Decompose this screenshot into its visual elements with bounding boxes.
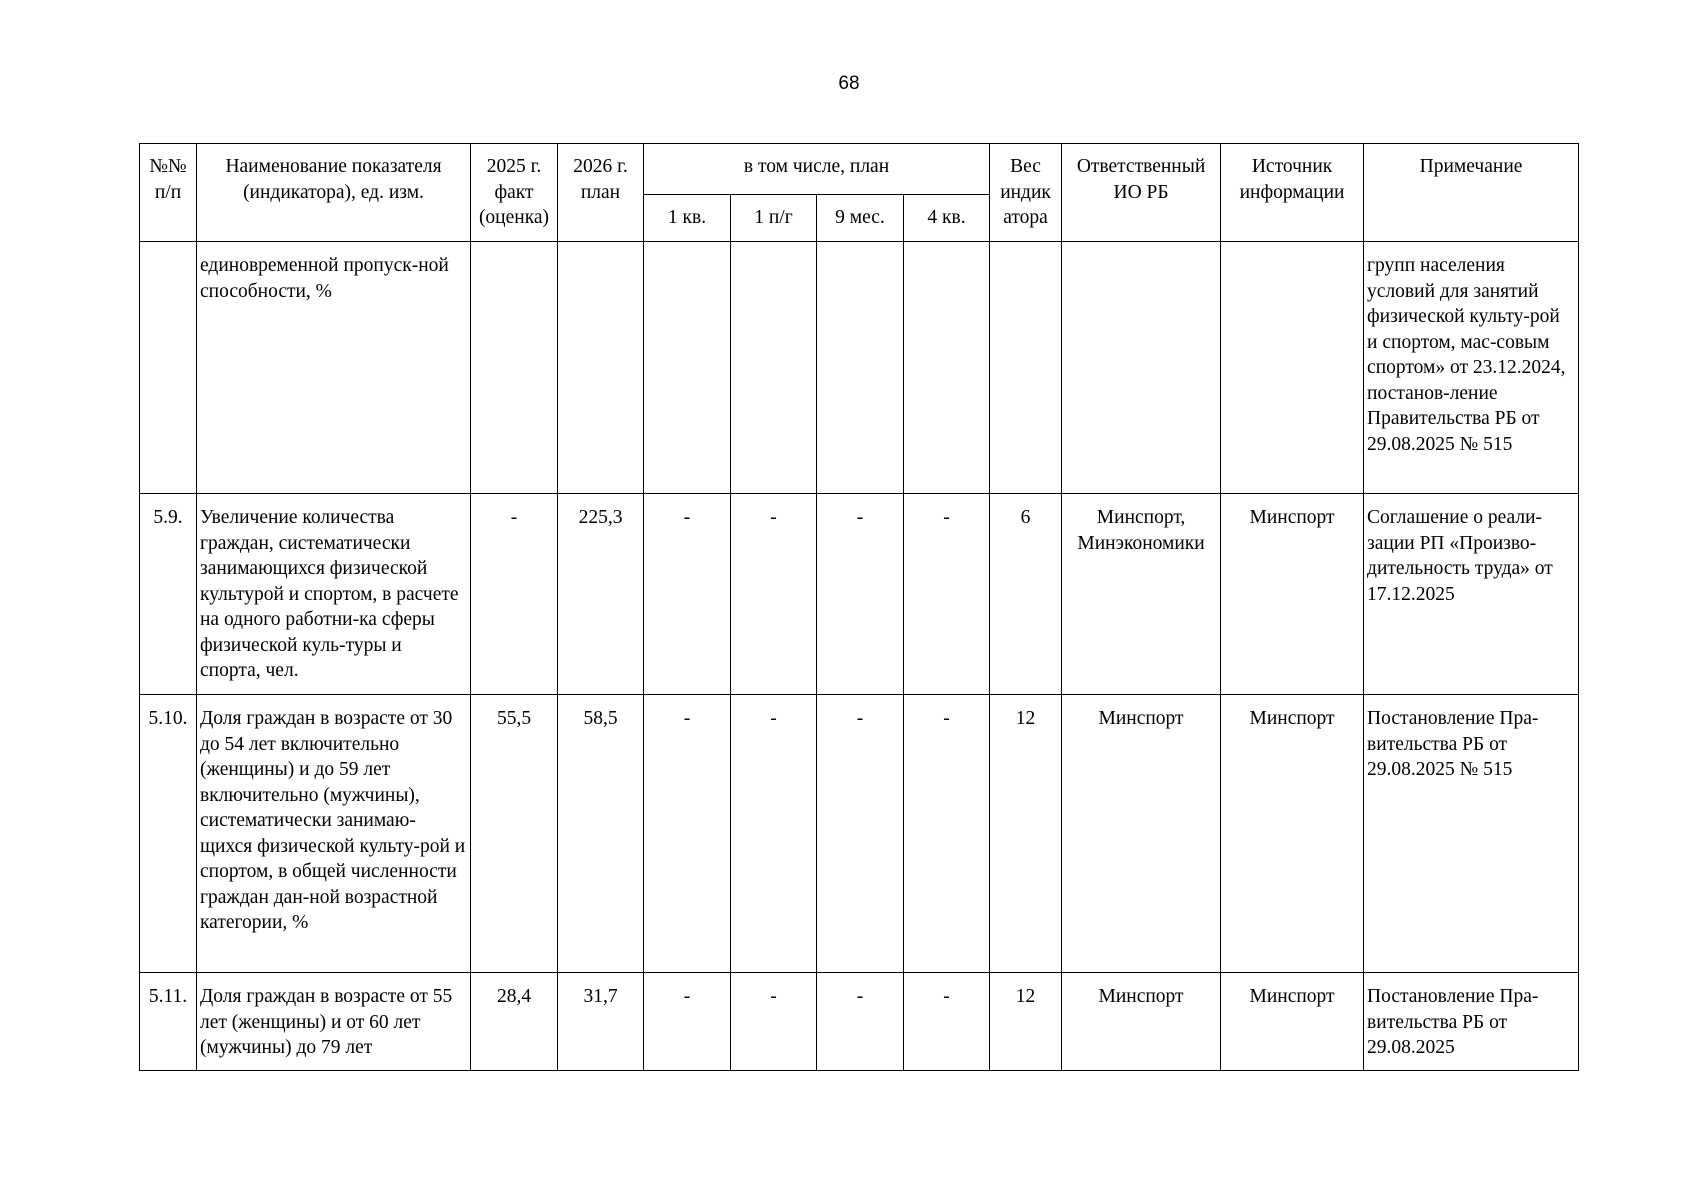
row-2025: - bbox=[471, 494, 558, 695]
row-source bbox=[1221, 242, 1364, 494]
header-note: Примечание bbox=[1364, 144, 1579, 242]
header-9m: 9 мес. bbox=[817, 195, 904, 242]
row-h1 bbox=[731, 242, 817, 494]
table-row bbox=[140, 695, 1579, 973]
row-2025 bbox=[471, 242, 558, 494]
page-number: 68 bbox=[838, 73, 860, 94]
row-responsible: Минспорт bbox=[1062, 695, 1221, 973]
row-2025: 28,4 bbox=[471, 973, 558, 1071]
row-9m: - bbox=[817, 695, 904, 973]
row-q4 bbox=[904, 242, 990, 494]
row-weight: 6 bbox=[990, 494, 1062, 695]
row-q4: - bbox=[904, 695, 990, 973]
row-note: групп населения условий для занятий физической культу-рой и спортом, мас-совым спортом» от 23.12.2024, постанов-ление Правительства РБ от 29.08.2025 № 515 bbox=[1364, 242, 1579, 494]
row-2025: 55,5 bbox=[471, 695, 558, 973]
row-responsible: Минспорт bbox=[1062, 973, 1221, 1071]
row-h1: - bbox=[731, 494, 817, 695]
row-source: Минспорт bbox=[1221, 695, 1364, 973]
table-row bbox=[140, 494, 1579, 695]
row-num: 5.10. bbox=[140, 695, 197, 973]
row-note: Постановление Пра-вительства РБ от 29.08.2025 bbox=[1364, 973, 1579, 1071]
row-note: Постановление Пра-вительства РБ от 29.08.2025 № 515 bbox=[1364, 695, 1579, 973]
row-note: Соглашение о реали-зации РП «Произво-дительность труда» от 17.12.2025 bbox=[1364, 494, 1579, 695]
row-q4: - bbox=[904, 494, 990, 695]
row-name: Доля граждан в возрасте от 55 лет (женщины) и от 60 лет (мужчины) до 79 лет bbox=[197, 973, 471, 1071]
header-num: №№ п/п bbox=[140, 144, 197, 242]
header-source: Источник информации bbox=[1221, 144, 1364, 242]
indicators-table bbox=[139, 143, 1579, 1071]
row-q1 bbox=[644, 242, 731, 494]
table-row bbox=[140, 242, 1579, 494]
row-num: 5.9. bbox=[140, 494, 197, 695]
row-q4: - bbox=[904, 973, 990, 1071]
row-9m bbox=[817, 242, 904, 494]
row-responsible: Минспорт, Минэкономики bbox=[1062, 494, 1221, 695]
header-h1: 1 п/г bbox=[731, 195, 817, 242]
table-row bbox=[140, 973, 1579, 1071]
row-2026: 225,3 bbox=[558, 494, 644, 695]
row-num bbox=[140, 242, 197, 494]
row-name: Увеличение количества граждан, систематически занимающихся физической культурой и спортом, в расчете на одного работни-ка сферы физической куль-туры и спорта, чел. bbox=[197, 494, 471, 695]
row-weight: 12 bbox=[990, 695, 1062, 973]
header-q1: 1 кв. bbox=[644, 195, 731, 242]
row-2026 bbox=[558, 242, 644, 494]
row-source: Минспорт bbox=[1221, 973, 1364, 1071]
row-name: единовременной пропуск-ной способности, % bbox=[197, 242, 471, 494]
row-h1: - bbox=[731, 973, 817, 1071]
row-h1: - bbox=[731, 695, 817, 973]
header-responsible: Ответственный ИО РБ bbox=[1062, 144, 1221, 242]
row-name: Доля граждан в возрасте от 30 до 54 лет включительно (женщины) и до 59 лет включительно (мужчины), систематически занимаю-щихся физической культу-рой и спортом, в общей численности граждан дан-ной возрастной категории, % bbox=[197, 695, 471, 973]
header-2025: 2025 г. факт (оценка) bbox=[471, 144, 558, 242]
header-name: Наименование показателя (индикатора), ед. изм. bbox=[197, 144, 471, 242]
row-2026: 31,7 bbox=[558, 973, 644, 1071]
row-2026: 58,5 bbox=[558, 695, 644, 973]
row-source: Минспорт bbox=[1221, 494, 1364, 695]
row-9m: - bbox=[817, 494, 904, 695]
header-q4: 4 кв. bbox=[904, 195, 990, 242]
header-incl-plan: в том числе, план bbox=[644, 144, 990, 195]
row-weight bbox=[990, 242, 1062, 494]
header-2026: 2026 г. план bbox=[558, 144, 644, 242]
row-9m: - bbox=[817, 973, 904, 1071]
row-weight: 12 bbox=[990, 973, 1062, 1071]
row-q1: - bbox=[644, 494, 731, 695]
row-num: 5.11. bbox=[140, 973, 197, 1071]
row-q1: - bbox=[644, 973, 731, 1071]
header-weight: Вес индик атора bbox=[990, 144, 1062, 242]
row-responsible bbox=[1062, 242, 1221, 494]
row-q1: - bbox=[644, 695, 731, 973]
